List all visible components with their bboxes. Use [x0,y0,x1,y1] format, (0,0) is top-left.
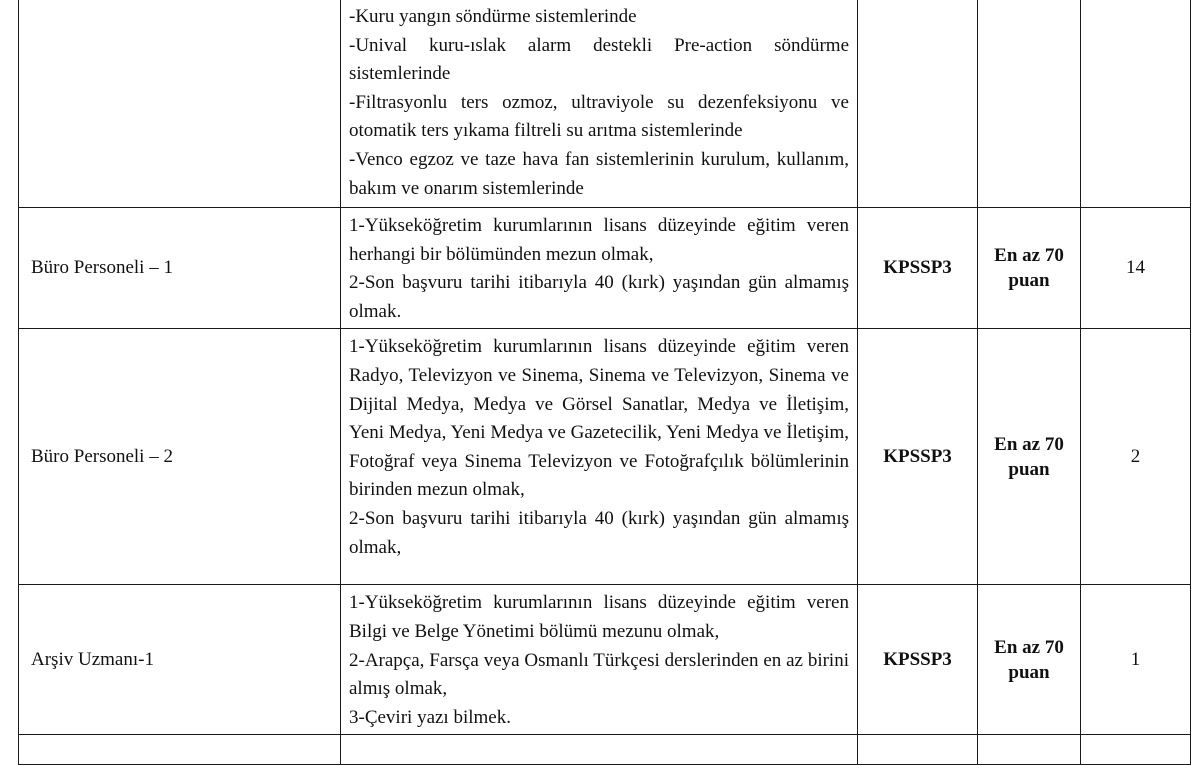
requirements-cell [341,0,858,208]
min-score-cell [978,329,1081,585]
position-count-cell: 1 [1081,585,1191,735]
min-score-value: En az 70 [994,636,1064,658]
min-score-unit: puan [1008,458,1050,480]
requirement-line: 1-Yükseköğretim kurumlarının lisans düzeyinde eğitim veren herhangi bir bölümünden mezun olmak, [349,215,849,265]
position-count-cell [1081,0,1191,208]
min-score-unit: puan [1008,270,1050,292]
exam-type-cell: KPSSP3 [858,329,978,585]
requirement-line: -Filtrasyonlu ters ozmoz, ultraviyole su dezenfeksiyonu ve otomatik ters yıkama filtreli su arıtma sistemlerinde [349,91,849,142]
table-row [19,208,1191,329]
table-row [19,0,1191,208]
position-title-cell: Arşiv Uzmanı-1 [19,585,341,735]
requirements-cell [341,329,858,585]
position-title-cell [19,735,341,765]
position-title-cell [19,0,341,208]
job-positions-table [18,0,1191,765]
table-row [19,329,1191,585]
table-row [19,735,1191,765]
requirements-cell [341,208,858,329]
table-row [19,585,1191,735]
min-score-value: En az 70 [994,245,1064,267]
requirement-line: 2-Son başvuru tarihi itibarıyla 40 (kırk) yaşından gün almamış olmak. [349,272,849,322]
min-score-value: En az 70 [994,433,1064,455]
min-score-unit: puan [1008,661,1050,683]
min-score-cell [978,208,1081,329]
requirements-cell [341,735,858,765]
min-score-cell [978,585,1081,735]
requirement-line: -Venco egzoz ve taze hava fan sistemlerinin kurulum, kullanım, bakım ve onarım sistemlerinde [349,148,849,199]
requirement-line: -Kuru yangın söndürme sistemlerinde [349,6,637,27]
position-title-cell: Büro Personeli – 1 [19,208,341,329]
exam-type-cell: KPSSP3 [858,208,978,329]
position-count-cell: 14 [1081,208,1191,329]
requirement-line: -Unival kuru-ıslak alarm destekli Pre-action söndürme sistemlerinde [349,34,849,85]
exam-type-cell [858,735,978,765]
requirement-line: 2-Son başvuru tarihi itibarıyla 40 (kırk) yaşından gün almamış olmak, [349,507,849,558]
requirement-line: 1-Yükseköğretim kurumlarının lisans düzeyinde eğitim veren Radyo, Televizyon ve Sinema, Sinema ve Televizyon, Sinema ve Dijital Medya, Medya ve Görsel Sanatlar, Medya ve İletişim, Yeni Medya, Yeni Medya ve Gazetecilik, Yeni Medya ve İletişim, Fotoğraf veya Sinema Televizyon ve Fotoğrafçılık bölümlerinin birinden mezun olmak, [349,336,849,501]
requirements-cell [341,585,858,735]
min-score-cell [978,735,1081,765]
exam-type-cell: KPSSP3 [858,585,978,735]
requirement-line: 1-Yükseköğretim kurumlarının lisans düzeyinde eğitim veren Bilgi ve Belge Yönetimi bölümü mezunu olmak, [349,592,849,642]
exam-type-cell [858,0,978,208]
position-count-cell [1081,735,1191,765]
min-score-cell [978,0,1081,208]
requirement-line: 3-Çeviri yazı bilmek. [349,706,511,728]
requirement-line: 2-Arapça, Farsça veya Osmanlı Türkçesi derslerinden en az birini almış olmak, [349,649,849,700]
position-title-cell: Büro Personeli – 2 [19,329,341,585]
position-count-cell: 2 [1081,329,1191,585]
